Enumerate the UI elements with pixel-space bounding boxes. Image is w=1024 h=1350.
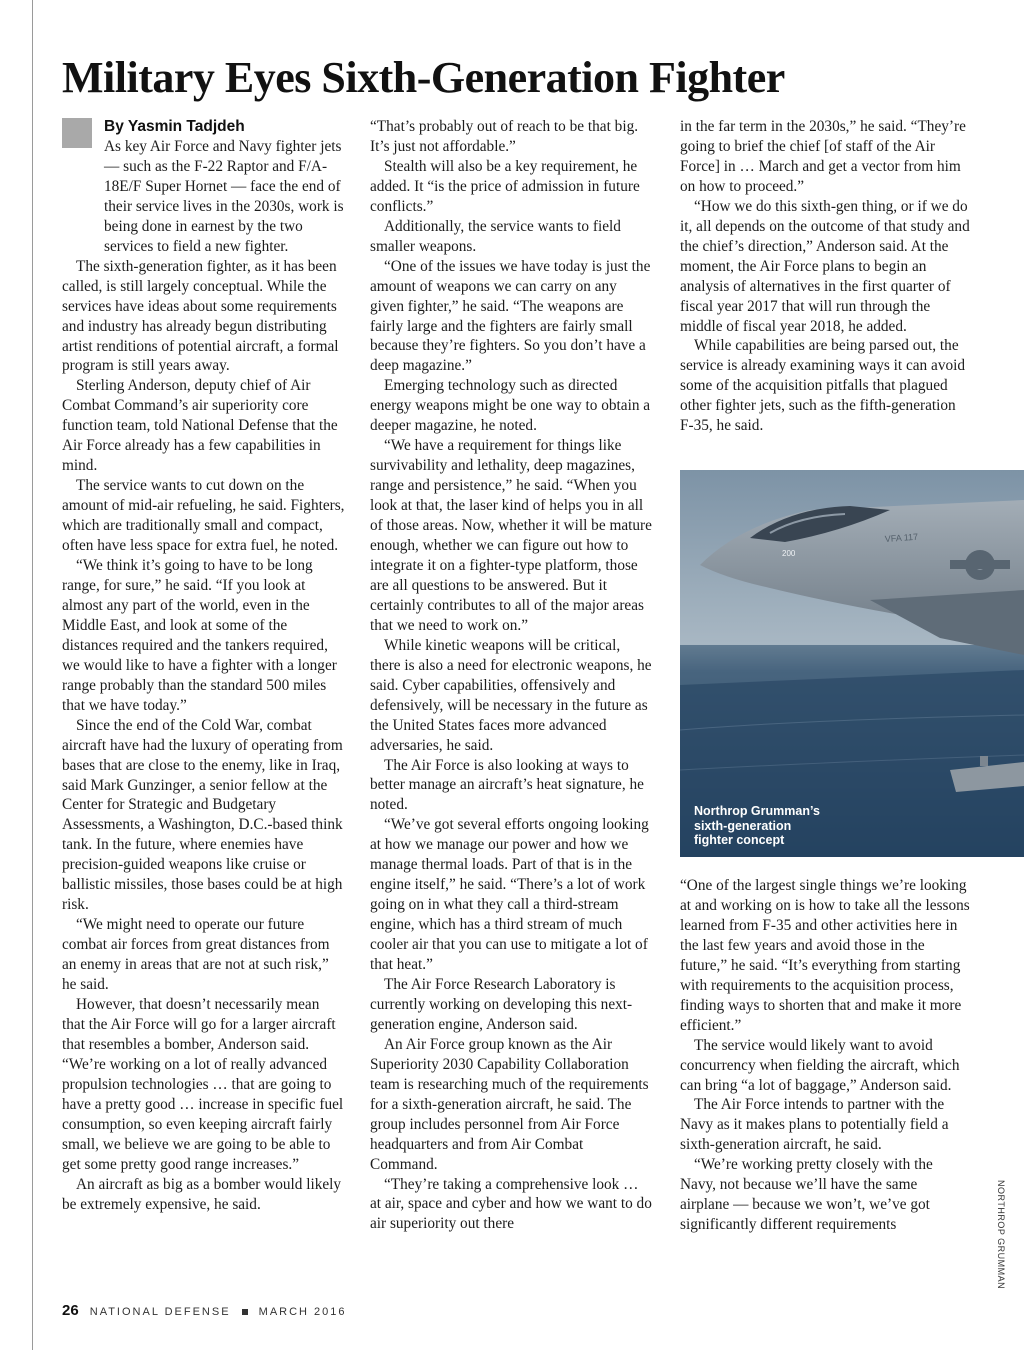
paragraph: “One of the issues we have today is just the amount of weapons we can carry on any given fighter,” he said. “The weapons are fairly large and the fighters are fairly small because they’re fighters. So you don’t have a deep magazine.”	[370, 257, 651, 375]
paragraph: The Air Force is also looking at ways to better manage an aircraft’s heat signature, he noted.	[370, 756, 644, 814]
paragraph: The Air Force Research Laboratory is currently working on developing this next-generation engine, Anderson said.	[370, 975, 633, 1033]
fighter-jet-illustration	[680, 470, 1024, 857]
paragraph: An Air Force group known as the Air Superiority 2030 Capability Collaboration team is researching much of the requirements for a sixth-generation aircraft, he said. The group includes personnel from Air Force headquarters and from Air Combat Command.	[370, 1035, 649, 1173]
paragraph: “We think it’s going to have to be long range, for sure,” he said. “If you look at almost any part of the world, even in the Middle East, and look at some of the distances required and the tankers required, we would like to have a fighter with a longer range probably than the standard 500 miles that we have today.”	[62, 557, 337, 714]
page-footer	[62, 1302, 347, 1319]
paragraph: “We’re working pretty closely with the Navy, not because we’ll have the same airplane — because we won’t, we’ve got significantly different requirements	[680, 1156, 933, 1234]
paragraph: The Air Force intends to partner with the Navy as it makes plans to potentially field a sixth-generation aircraft, he said.	[680, 1096, 949, 1154]
paragraph: “One of the largest single things we’re looking at and working on is how to take all the lessons learned from F-35 and other activities here in the last few years and avoid those in the future,” he said. “It’s everything from starting with requirements to the acquisition process, finding ways to shorten that and make it more efficient.”	[680, 877, 970, 1034]
paragraph: An aircraft as big as a bomber would likely be extremely expensive, he said.	[62, 1175, 342, 1213]
footer-separator	[242, 1309, 248, 1315]
article-title: Military Eyes Sixth-Generation Fighter	[62, 53, 785, 102]
paragraph: While capabilities are being parsed out, the service is already examining ways it can avoid some of the acquisition pitfalls that plagued other fighter jets, such as the fifth-generation F-35, he said.	[680, 337, 966, 435]
paragraph: Stealth will also be a key requirement, he added. It “is the price of admission in future conflicts.”	[370, 157, 640, 215]
paragraph: As key Air Force and Navy fighter jets — such as the F-22 Raptor and F/A-18E/F Super Hornet — face the end of their service lives in the 2030s, work is being done in earnest by the two services to field a new fighter.	[104, 138, 344, 255]
paragraph: The service wants to cut down on the amount of mid-air refueling, he said. Fighters, which are traditionally small and compact, often have less space for extra fuel, he noted.	[62, 477, 345, 555]
byline-row	[62, 117, 346, 137]
article-column-3-top	[680, 117, 970, 436]
paragraph: in the far term in the 2030s,” he said. “They’re going to brief the chief [of staff of the Air Force] in … March and get a vector from him on how to proceed.”	[680, 118, 966, 195]
paragraph: “How we do this sixth-gen thing, or if we do it, all depends on the outcome of that study and the chief’s direction,” Anderson said. At the moment, the Air Force plans to begin an analysis of alternatives in the first quarter of fiscal year 2017 that will run through the middle of fiscal year 2018, he added.	[680, 197, 970, 335]
paragraph: However, that doesn’t necessarily mean that the Air Force will go for a larger aircraft that resembles a bomber, Anderson said. “We’re working on a lot of really advanced propulsion technologies … that are going to have a pretty good … increase in specific fuel consumption, so even keeping aircraft fairly small, we believe we are going to be able to get some pretty good range increases.”	[62, 995, 344, 1173]
paragraph: Additionally, the service wants to field smaller weapons.	[370, 217, 621, 255]
side-number-text: 200	[782, 549, 796, 558]
paragraph: “We have a requirement for things like survivability and lethality, deep magazines, range and persistence,” he said. “When you look at that, the laser kind of helps you in all of those areas. Now, whether it will be mature enough, whether we can figure out how to integrate it on a fighter-type platform, those are all questions to be answered. But it certainly contributes to all of the major areas that we need to work on.”	[370, 437, 652, 634]
paragraph: “They’re taking a comprehensive look … at air, space and cyber and how we want to do air superiority out there	[370, 1175, 652, 1233]
article-column-1	[62, 117, 346, 1214]
tail-marking-text: VFA 117	[884, 531, 919, 544]
paragraph: While kinetic weapons will be critical, there is also a need for electronic weapons, he said. Cyber capabilities, offensively and defensively, will be necessary in the future as the United States faces more advanced adversaries, he said.	[370, 636, 652, 754]
paragraph: Since the end of the Cold War, combat aircraft have had the luxury of operating from bases that are close to the enemy, like in Iraq, said Mark Gunzinger, a senior fellow at the Center for Strategic and Budgetary Assessments, a Washington, D.C.-based think tank. In the future, where enemies have precision-guided weapons like cruise or ballistic missiles, those bases could be at high risk.	[62, 716, 343, 914]
photo-credit: NORTHROP GRUMMAN	[996, 1180, 1006, 1290]
paragraph: “We might need to operate our future combat air forces from great distances from an enemy in areas that are not at such risk,” he said.	[62, 916, 330, 994]
paragraph: “We’ve got several efforts ongoing looking at how we manage our power and how we manage thermal loads. Part of that is in the engine itself,” he said. “There’s a lot of work going on in what they call a third-stream engine, which has a third stream of much cooler air that you can use to mitigate a lot of that heat.”	[370, 816, 649, 974]
photo-caption: Northrop Grumman’s sixth-generation fighter concept	[694, 804, 820, 847]
paragraph: Emerging technology such as directed energy weapons might be one way to obtain a deeper magazine, he noted.	[370, 377, 651, 435]
page-number: 26	[62, 1302, 79, 1319]
byline: By Yasmin Tadjdeh	[104, 118, 245, 135]
article-column-2	[370, 117, 652, 1234]
page-left-rule	[32, 0, 33, 1350]
article-column-3-bottom	[680, 876, 970, 1235]
author-photo-placeholder	[62, 118, 92, 148]
publication-name: NATIONAL DEFENSE	[89, 1306, 231, 1318]
fighter-concept-photo	[680, 470, 1024, 857]
paragraph: The sixth-generation fighter, as it has been called, is still largely conceptual. While the services have ideas about some requirements and industry has already begun distributing artist renditions of potential aircraft, a formal program is still years away.	[62, 257, 339, 375]
paragraph: “That’s probably out of reach to be that big. It’s just not affordable.”	[370, 118, 639, 155]
issue-date: MARCH 2016	[258, 1306, 347, 1318]
paragraph: Sterling Anderson, deputy chief of Air Combat Command’s air superiority core function team, told National Defense that the Air Force already has a few capabilities in mind.	[62, 377, 338, 475]
paragraph: The service would likely want to avoid concurrency when fielding the aircraft, which can bring “a lot of baggage,” Anderson said.	[680, 1036, 960, 1094]
